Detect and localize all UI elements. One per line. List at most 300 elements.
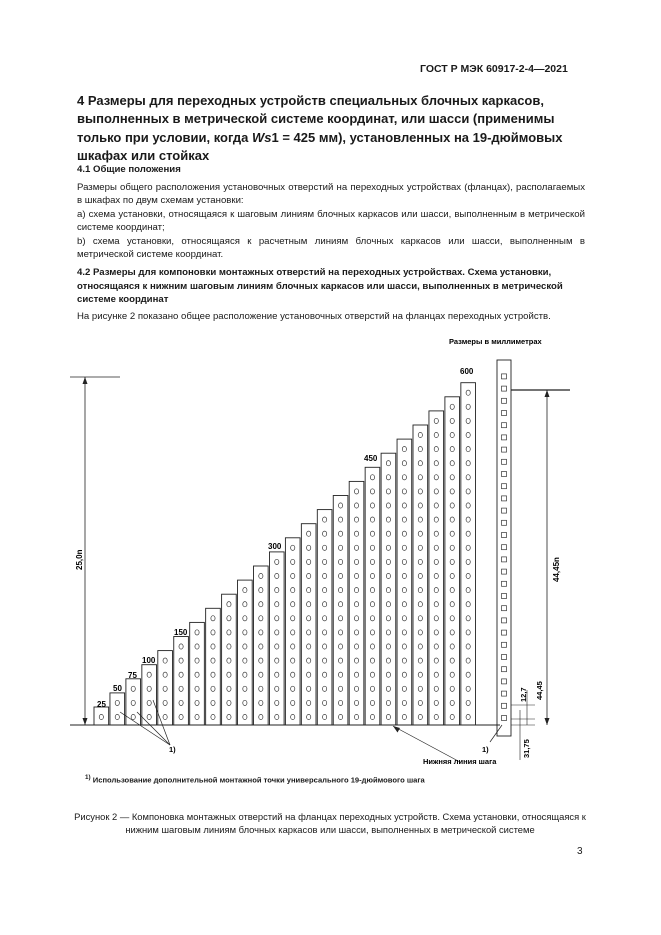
mounting-hole bbox=[179, 644, 183, 649]
mounting-hole bbox=[402, 475, 406, 480]
mounting-hole bbox=[338, 517, 342, 522]
mounting-hole bbox=[370, 672, 374, 677]
mounting-hole bbox=[211, 630, 215, 635]
left-dimension-label: 25,0n bbox=[75, 549, 84, 570]
mounting-hole bbox=[386, 672, 390, 677]
mounting-hole bbox=[354, 630, 358, 635]
mounting-hole bbox=[386, 559, 390, 564]
rail-hole bbox=[502, 667, 507, 672]
section-4-1-heading: 4.1 Общие положения bbox=[77, 164, 181, 175]
mounting-hole bbox=[275, 616, 279, 621]
mounting-hole bbox=[370, 700, 374, 705]
mounting-hole bbox=[227, 630, 231, 635]
mounting-hole bbox=[195, 658, 199, 663]
mounting-hole bbox=[466, 700, 470, 705]
mounting-hole bbox=[354, 545, 358, 550]
mounting-hole bbox=[370, 686, 374, 691]
mounting-hole bbox=[243, 686, 247, 691]
mounting-hole bbox=[450, 545, 454, 550]
figure-caption: Рисунок 2 — Компоновка монтажных отверстий на фланцах переходных устройств. Схема установки, относящаяся к нижним шаговым линиям блочных каркасов или шасси, выполненных в метрической системе bbox=[74, 811, 586, 835]
mounting-hole bbox=[466, 404, 470, 409]
mounting-hole bbox=[418, 630, 422, 635]
flange-group bbox=[94, 383, 476, 725]
rail-hole bbox=[502, 398, 507, 403]
mounting-hole bbox=[163, 658, 167, 663]
mounting-hole bbox=[466, 616, 470, 621]
dim-4445-label: 44,45 bbox=[535, 681, 544, 700]
mounting-hole bbox=[434, 602, 438, 607]
mounting-hole bbox=[195, 630, 199, 635]
mounting-hole bbox=[466, 588, 470, 593]
mounting-hole bbox=[243, 630, 247, 635]
mounting-hole bbox=[354, 531, 358, 536]
mounting-hole bbox=[227, 658, 231, 663]
mounting-hole bbox=[163, 686, 167, 691]
flange-8 bbox=[206, 608, 221, 725]
section-4-title-post: 1 = 425 мм), установленных на 19-дюймовых шкафах или стойках bbox=[77, 129, 563, 163]
rail-hole bbox=[502, 374, 507, 379]
mounting-hole bbox=[323, 700, 327, 705]
mounting-hole bbox=[434, 461, 438, 466]
mounting-hole bbox=[227, 700, 231, 705]
mounting-hole bbox=[291, 602, 295, 607]
mounting-hole bbox=[466, 573, 470, 578]
mounting-hole bbox=[466, 644, 470, 649]
mounting-hole bbox=[275, 686, 279, 691]
flange-17 bbox=[349, 481, 364, 725]
label-100: 100 bbox=[142, 656, 156, 665]
callout-leader-c bbox=[153, 700, 170, 745]
mounting-hole bbox=[354, 517, 358, 522]
mounting-hole bbox=[450, 658, 454, 663]
section-4-title-var: Ws bbox=[252, 129, 272, 145]
mounting-hole bbox=[338, 616, 342, 621]
mounting-hole bbox=[386, 489, 390, 494]
mounting-hole bbox=[195, 686, 199, 691]
mounting-hole bbox=[434, 658, 438, 663]
mounting-hole bbox=[434, 503, 438, 508]
mounting-hole bbox=[307, 616, 311, 621]
mounting-hole bbox=[402, 602, 406, 607]
mounting-hole bbox=[323, 714, 327, 719]
mounting-hole bbox=[275, 672, 279, 677]
mounting-hole bbox=[418, 489, 422, 494]
mounting-hole bbox=[259, 602, 263, 607]
mounting-hole bbox=[386, 700, 390, 705]
mounting-hole bbox=[307, 602, 311, 607]
label-300: 300 bbox=[268, 542, 282, 551]
mounting-hole bbox=[450, 404, 454, 409]
mounting-hole bbox=[211, 658, 215, 663]
rail-hole bbox=[502, 606, 507, 611]
flange-16 bbox=[333, 496, 348, 726]
mounting-hole bbox=[450, 602, 454, 607]
mounting-hole bbox=[466, 672, 470, 677]
mounting-hole bbox=[402, 573, 406, 578]
mounting-hole bbox=[434, 686, 438, 691]
mounting-hole bbox=[338, 630, 342, 635]
mounting-hole bbox=[259, 588, 263, 593]
mounting-hole bbox=[434, 714, 438, 719]
rail-hole bbox=[502, 703, 507, 708]
mounting-hole bbox=[291, 545, 295, 550]
mounting-hole bbox=[450, 714, 454, 719]
mounting-hole bbox=[370, 517, 374, 522]
mounting-holes-figure bbox=[0, 330, 661, 800]
mounting-hole bbox=[370, 630, 374, 635]
mounting-hole bbox=[450, 588, 454, 593]
mounting-hole bbox=[259, 573, 263, 578]
mounting-hole bbox=[418, 588, 422, 593]
mounting-hole bbox=[243, 714, 247, 719]
rail-hole bbox=[502, 655, 507, 660]
mounting-hole bbox=[179, 714, 183, 719]
section-4-2-para: На рисунке 2 показано общее расположение установочных отверстий на фланцах переходных устройств. bbox=[77, 311, 551, 322]
mounting-hole bbox=[179, 686, 183, 691]
rail-hole bbox=[502, 435, 507, 440]
mounting-hole bbox=[338, 559, 342, 564]
mounting-hole bbox=[307, 630, 311, 635]
mounting-hole bbox=[402, 700, 406, 705]
mounting-hole bbox=[450, 517, 454, 522]
mounting-hole bbox=[450, 432, 454, 437]
mounting-hole bbox=[195, 700, 199, 705]
mounting-hole bbox=[418, 602, 422, 607]
right-dim-arrow-top bbox=[545, 390, 550, 397]
label-450: 450 bbox=[364, 454, 378, 463]
flange-20 bbox=[397, 439, 412, 725]
figure-footnote bbox=[85, 774, 425, 785]
mounting-hole bbox=[211, 686, 215, 691]
flange-12 bbox=[269, 552, 284, 725]
dim-127-label: 12,7 bbox=[519, 687, 528, 702]
rail-hole bbox=[502, 472, 507, 477]
mounting-hole bbox=[131, 700, 135, 705]
mounting-hole bbox=[386, 588, 390, 593]
mounting-hole bbox=[450, 573, 454, 578]
rail-hole bbox=[502, 520, 507, 525]
mounting-hole bbox=[370, 644, 374, 649]
mounting-hole bbox=[418, 686, 422, 691]
left-dim-arrow-bottom bbox=[83, 718, 88, 725]
mounting-hole bbox=[115, 700, 119, 705]
mounting-hole bbox=[354, 686, 358, 691]
mounting-hole bbox=[386, 475, 390, 480]
mounting-hole bbox=[418, 559, 422, 564]
callout-1-right: 1) bbox=[482, 745, 489, 754]
mounting-hole bbox=[291, 616, 295, 621]
mounting-hole bbox=[259, 630, 263, 635]
mounting-hole bbox=[227, 714, 231, 719]
mounting-hole bbox=[402, 672, 406, 677]
rail-hole bbox=[502, 386, 507, 391]
section-4-2-heading: 4.2 Размеры для компоновки монтажных отверстий на переходных устройствах. Схема установки, относящаяся к нижним шаговым линиям блочных каркасов или шасси, выполненных в метрической системе координат bbox=[77, 267, 563, 305]
section-4-title bbox=[77, 92, 597, 165]
mounting-hole bbox=[243, 700, 247, 705]
mounting-hole bbox=[227, 644, 231, 649]
mounting-hole bbox=[227, 672, 231, 677]
mounting-hole bbox=[243, 644, 247, 649]
mounting-hole bbox=[307, 714, 311, 719]
mounting-hole bbox=[307, 531, 311, 536]
right-dim-arrow-bottom bbox=[545, 718, 550, 725]
label-25: 25 bbox=[97, 700, 106, 709]
mounting-hole bbox=[259, 700, 263, 705]
mounting-hole bbox=[307, 545, 311, 550]
section-4-1-item-b: b) схема установки, относящаяся к расчетным линиям блочных каркасов или шасси, выполненным в метрической системе координат. bbox=[77, 236, 585, 261]
mounting-hole bbox=[402, 489, 406, 494]
callout-leader-a bbox=[120, 712, 170, 745]
footnote-text: Использование дополнительной монтажной точки универсального 19-дюймового шага bbox=[92, 775, 425, 785]
mounting-hole bbox=[402, 503, 406, 508]
mounting-hole bbox=[211, 700, 215, 705]
mounting-hole bbox=[275, 700, 279, 705]
mounting-hole bbox=[227, 616, 231, 621]
mounting-hole bbox=[450, 700, 454, 705]
mounting-hole bbox=[291, 658, 295, 663]
mounting-hole bbox=[179, 700, 183, 705]
mounting-hole bbox=[275, 658, 279, 663]
mounting-hole bbox=[211, 616, 215, 621]
mounting-hole bbox=[179, 658, 183, 663]
mounting-hole bbox=[179, 672, 183, 677]
mounting-hole bbox=[466, 475, 470, 480]
mounting-hole bbox=[291, 714, 295, 719]
flange-2 bbox=[110, 693, 125, 725]
mounting-hole bbox=[291, 644, 295, 649]
mounting-hole bbox=[354, 658, 358, 663]
mounting-hole bbox=[115, 714, 119, 719]
label-50: 50 bbox=[113, 684, 122, 693]
mounting-hole bbox=[323, 658, 327, 663]
mounting-hole bbox=[338, 588, 342, 593]
section-4-1-item-a: a) схема установки, относящаяся к шаговым линиям блочных каркасов или шасси, выполненным в метрической системе координат; bbox=[77, 209, 585, 234]
mounting-hole bbox=[354, 644, 358, 649]
mounting-hole bbox=[354, 559, 358, 564]
mounting-hole bbox=[434, 630, 438, 635]
mounting-hole bbox=[370, 531, 374, 536]
mounting-hole bbox=[291, 700, 295, 705]
mounting-hole bbox=[211, 644, 215, 649]
mounting-hole bbox=[259, 644, 263, 649]
mounting-hole bbox=[338, 700, 342, 705]
mounting-hole bbox=[402, 588, 406, 593]
mounting-hole bbox=[434, 475, 438, 480]
mounting-hole bbox=[147, 672, 151, 677]
mounting-hole bbox=[402, 559, 406, 564]
mounting-hole bbox=[402, 616, 406, 621]
mounting-hole bbox=[307, 559, 311, 564]
flange-5 bbox=[158, 651, 173, 725]
rail-hole-group bbox=[502, 374, 507, 721]
callout-leader-right bbox=[490, 725, 502, 742]
mounting-hole bbox=[434, 588, 438, 593]
flange-14 bbox=[301, 524, 316, 725]
mounting-hole bbox=[386, 517, 390, 522]
mounting-hole bbox=[386, 658, 390, 663]
mounting-hole bbox=[386, 644, 390, 649]
mounting-hole bbox=[386, 461, 390, 466]
rail-hole bbox=[502, 496, 507, 501]
label-600: 600 bbox=[460, 367, 474, 376]
mounting-hole bbox=[338, 602, 342, 607]
mounting-hole bbox=[450, 531, 454, 536]
mounting-hole bbox=[338, 644, 342, 649]
mounting-hole bbox=[434, 517, 438, 522]
mounting-hole bbox=[418, 517, 422, 522]
mounting-hole bbox=[338, 573, 342, 578]
flange-3 bbox=[126, 679, 141, 725]
mounting-hole bbox=[291, 588, 295, 593]
mounting-hole bbox=[450, 461, 454, 466]
bottom-line-arrow bbox=[393, 726, 400, 733]
flange-6 bbox=[174, 637, 189, 726]
rail-hole bbox=[502, 569, 507, 574]
mounting-hole bbox=[354, 489, 358, 494]
mounting-hole bbox=[418, 447, 422, 452]
mounting-hole bbox=[370, 475, 374, 480]
mounting-hole bbox=[131, 686, 135, 691]
mounting-hole bbox=[386, 503, 390, 508]
mounting-hole bbox=[243, 602, 247, 607]
mounting-hole bbox=[338, 714, 342, 719]
mounting-hole bbox=[418, 545, 422, 550]
mounting-hole bbox=[323, 644, 327, 649]
mounting-hole bbox=[275, 714, 279, 719]
mounting-hole bbox=[386, 630, 390, 635]
mounting-hole bbox=[466, 545, 470, 550]
mounting-hole bbox=[402, 686, 406, 691]
rail-hole bbox=[502, 484, 507, 489]
mounting-hole bbox=[466, 658, 470, 663]
page-number: 3 bbox=[577, 846, 583, 857]
rail-hole bbox=[502, 533, 507, 538]
mounting-hole bbox=[466, 517, 470, 522]
mounting-hole bbox=[466, 503, 470, 508]
mounting-hole bbox=[291, 559, 295, 564]
rail-hole bbox=[502, 459, 507, 464]
mounting-hole bbox=[354, 573, 358, 578]
callout-1-left: 1) bbox=[169, 745, 176, 754]
units-note: Размеры в миллиметрах bbox=[449, 337, 542, 346]
mounting-hole bbox=[307, 644, 311, 649]
mounting-hole bbox=[307, 686, 311, 691]
mounting-hole bbox=[323, 531, 327, 536]
flange-23 bbox=[445, 397, 460, 725]
mounting-hole bbox=[307, 672, 311, 677]
mounting-hole bbox=[370, 658, 374, 663]
mounting-hole bbox=[402, 630, 406, 635]
mounting-hole bbox=[323, 616, 327, 621]
mounting-hole bbox=[466, 602, 470, 607]
mounting-hole bbox=[354, 602, 358, 607]
flange-21 bbox=[413, 425, 428, 725]
mounting-hole bbox=[354, 588, 358, 593]
document-header: ГОСТ Р МЭК 60917-2-4—2021 bbox=[420, 63, 568, 75]
mounting-hole bbox=[402, 531, 406, 536]
rail-hole bbox=[502, 508, 507, 513]
mounting-hole bbox=[450, 616, 454, 621]
mounting-hole bbox=[195, 714, 199, 719]
rail-hole bbox=[502, 411, 507, 416]
mounting-hole bbox=[323, 630, 327, 635]
mounting-hole bbox=[195, 644, 199, 649]
mounting-hole bbox=[370, 559, 374, 564]
mounting-hole bbox=[370, 489, 374, 494]
mounting-hole bbox=[418, 714, 422, 719]
mounting-hole bbox=[323, 602, 327, 607]
mounting-hole bbox=[354, 672, 358, 677]
mounting-hole bbox=[275, 644, 279, 649]
mounting-hole bbox=[466, 461, 470, 466]
mounting-hole bbox=[434, 700, 438, 705]
mounting-hole bbox=[386, 714, 390, 719]
flange-13 bbox=[285, 538, 300, 725]
mounting-hole bbox=[434, 616, 438, 621]
section-4-title-pre: 4 Размеры для переходных устройств специальных блочных каркасов, выполненных в метрической системе координат, или шасси (применимы только при условии, когда bbox=[77, 93, 555, 145]
mounting-hole bbox=[259, 672, 263, 677]
mounting-hole bbox=[434, 573, 438, 578]
label-150: 150 bbox=[174, 628, 188, 637]
mounting-hole bbox=[418, 658, 422, 663]
mounting-hole bbox=[402, 461, 406, 466]
mounting-hole bbox=[418, 461, 422, 466]
mounting-hole bbox=[147, 700, 151, 705]
mounting-hole bbox=[466, 447, 470, 452]
footnote-mark: 1) bbox=[85, 774, 91, 781]
mounting-hole bbox=[291, 686, 295, 691]
mounting-hole bbox=[450, 447, 454, 452]
mounting-hole bbox=[323, 588, 327, 593]
mounting-hole bbox=[418, 616, 422, 621]
mounting-hole bbox=[402, 658, 406, 663]
mounting-hole bbox=[466, 489, 470, 494]
rail-hole bbox=[502, 679, 507, 684]
mounting-hole bbox=[418, 503, 422, 508]
mounting-hole bbox=[243, 658, 247, 663]
mounting-hole bbox=[147, 686, 151, 691]
mounting-hole bbox=[275, 630, 279, 635]
mounting-hole bbox=[323, 517, 327, 522]
callout-leader-b bbox=[137, 712, 170, 745]
mounting-hole bbox=[418, 432, 422, 437]
mounting-hole bbox=[386, 573, 390, 578]
mounting-hole bbox=[434, 447, 438, 452]
mounting-hole bbox=[418, 672, 422, 677]
mounting-hole bbox=[275, 559, 279, 564]
mounting-hole bbox=[227, 686, 231, 691]
mounting-hole bbox=[402, 517, 406, 522]
mounting-hole bbox=[418, 700, 422, 705]
mounting-hole bbox=[338, 686, 342, 691]
mounting-hole bbox=[386, 602, 390, 607]
mounting-hole bbox=[307, 573, 311, 578]
mounting-hole bbox=[466, 432, 470, 437]
mounting-hole bbox=[211, 714, 215, 719]
mounting-hole bbox=[307, 588, 311, 593]
mounting-hole bbox=[275, 602, 279, 607]
mounting-hole bbox=[163, 714, 167, 719]
mounting-hole bbox=[434, 531, 438, 536]
mounting-hole bbox=[386, 545, 390, 550]
mounting-hole bbox=[450, 475, 454, 480]
mounting-hole bbox=[370, 573, 374, 578]
rail-hole bbox=[502, 618, 507, 623]
mounting-hole bbox=[434, 644, 438, 649]
rail-hole bbox=[502, 423, 507, 428]
flange-4 bbox=[142, 665, 157, 725]
rail-hole bbox=[502, 716, 507, 721]
